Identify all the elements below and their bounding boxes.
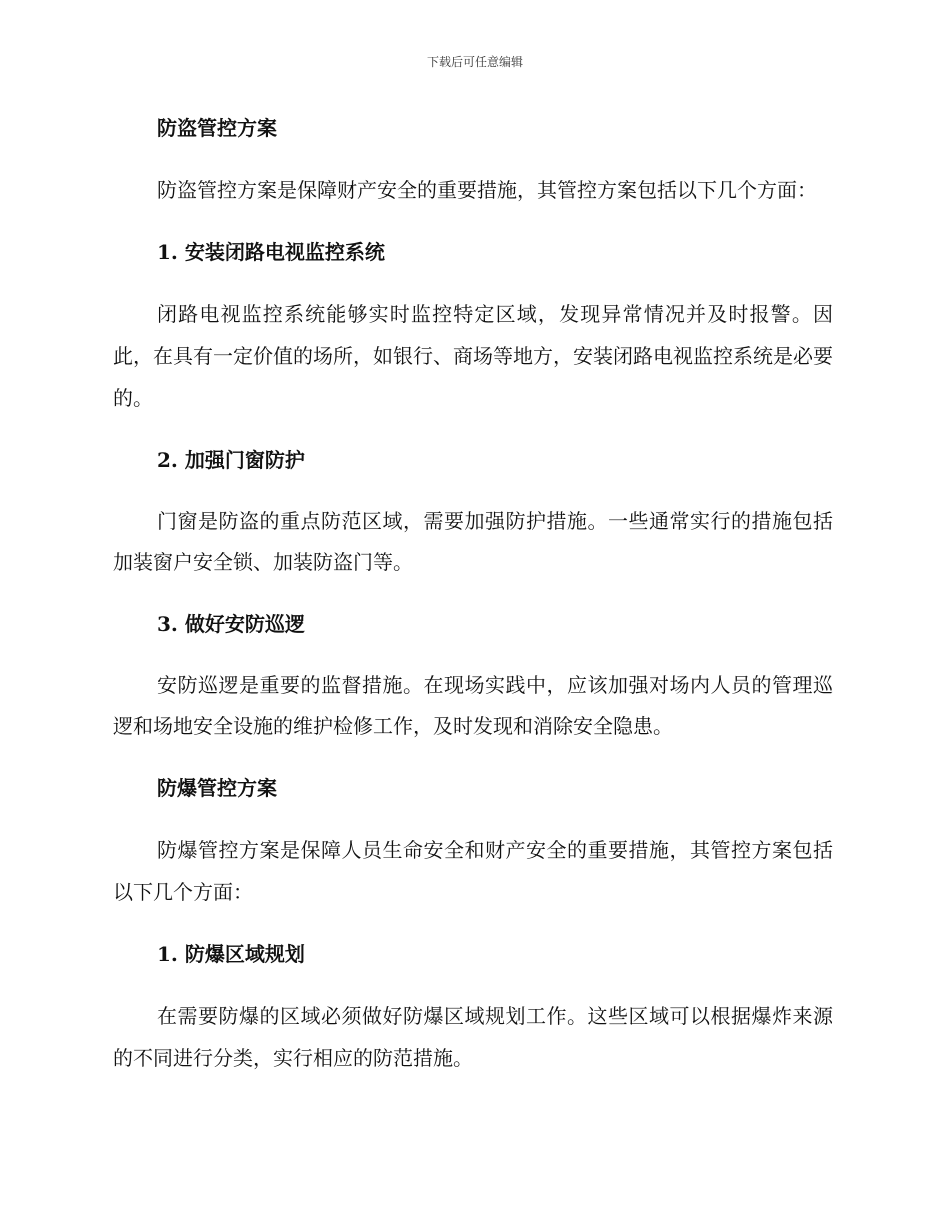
subheading-zone-planning: 1. 防爆区域规划 xyxy=(157,942,305,966)
page-header: 下载后可任意编辑 xyxy=(426,55,523,69)
subheading-door-window: 2. 加强门窗防护 xyxy=(157,448,305,472)
subheading-cctv: 1. 安装闭路电视监控系统 xyxy=(157,240,385,264)
paragraph-zone-planning: 在需要防爆的区域必须做好防爆区域规划工作。这些区域可以根据爆炸来源的不同进行分类，实行相应的防范措施。 xyxy=(113,1004,833,1070)
paragraph-cctv: 闭路电视监控系统能够实时监控特定区域，发现异常情况并及时报警。因此，在具有一定价值的场所，如银行、商场等地方，安装闭路电视监控系统是必要的。 xyxy=(113,302,833,410)
section-heading-explosion-proof: 防爆管控方案 xyxy=(157,776,277,800)
paragraph-anti-theft-intro: 防盗管控方案是保障财产安全的重要措施，其管控方案包括以下几个方面： xyxy=(157,178,817,202)
document-body xyxy=(113,108,833,1100)
paragraph-patrol: 安防巡逻是重要的监督措施。在现场实践中，应该加强对场内人员的管理巡逻和场地安全设施的维护检修工作，及时发现和消除安全隐患。 xyxy=(113,673,833,738)
paragraph-explosion-proof-intro: 防爆管控方案是保障人员生命安全和财产安全的重要措施，其管控方案包括以下几个方面： xyxy=(113,838,833,904)
subheading-patrol: 3. 做好安防巡逻 xyxy=(157,612,305,636)
paragraph-door-window: 门窗是防盗的重点防范区域，需要加强防护措施。一些通常实行的措施包括加装窗户安全锁、加装防盗门等。 xyxy=(113,509,833,574)
section-heading-anti-theft: 防盗管控方案 xyxy=(157,116,277,140)
